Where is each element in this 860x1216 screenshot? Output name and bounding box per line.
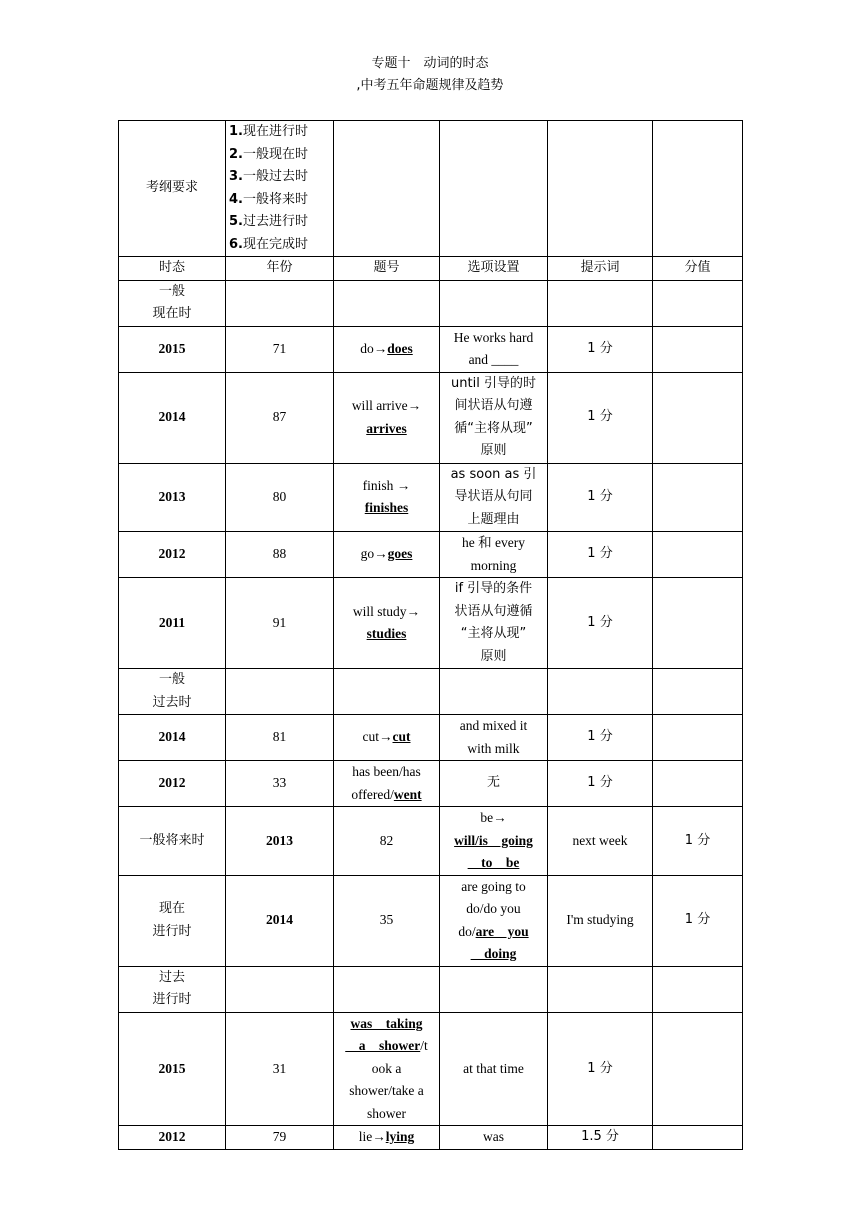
hint-cell: as soon as 引 导状语从句同 上题理由 (440, 463, 548, 532)
number-cell: 81 (226, 715, 334, 761)
section-label: 一般 现在时 (119, 280, 226, 326)
score-cell: 1 分 (548, 761, 653, 807)
hint-cell: at that time (440, 1012, 548, 1126)
option-cell: finish → finishes (334, 463, 440, 532)
score-cell: 1 分 (548, 372, 653, 463)
table-row (119, 761, 743, 807)
table-row (119, 463, 743, 532)
section-label: 一般将来时 (119, 807, 226, 876)
year-cell: 2011 (119, 578, 226, 669)
hint-cell: 无 (440, 761, 548, 807)
header-options: 选项设置 (440, 257, 548, 281)
syllabus-item: 3.一般过去时 (229, 169, 308, 184)
section-row (119, 966, 743, 1012)
year-cell: 2015 (119, 1012, 226, 1126)
syllabus-label: 考纲要求 (119, 121, 226, 257)
option-cell: cut→cut (334, 715, 440, 761)
table-row (119, 532, 743, 578)
hint-cell: next week (548, 807, 653, 876)
header-year: 年份 (226, 257, 334, 281)
number-cell: 31 (226, 1012, 334, 1126)
year-cell: 2014 (226, 875, 334, 966)
score-cell: 1 分 (548, 578, 653, 669)
table-row (119, 715, 743, 761)
number-cell: 87 (226, 372, 334, 463)
table-row (119, 578, 743, 669)
table-row (119, 326, 743, 372)
year-cell: 2013 (119, 463, 226, 532)
number-cell: 79 (226, 1126, 334, 1150)
number-cell: 82 (334, 807, 440, 876)
year-cell: 2012 (119, 532, 226, 578)
section-row (119, 669, 743, 715)
number-cell: 88 (226, 532, 334, 578)
option-cell: has been/has offered/went (334, 761, 440, 807)
tense-table (118, 120, 743, 1150)
hint-cell: if 引导的条件 状语从句遵循 “主将从现” 原则 (440, 578, 548, 669)
header-tense: 时态 (119, 257, 226, 281)
syllabus-item: 2.一般现在时 (229, 146, 308, 162)
number-cell: 35 (334, 875, 440, 966)
score-cell: 1 分 (548, 715, 653, 761)
hint-cell: was (440, 1126, 548, 1150)
option-cell: will study→ studies (334, 578, 440, 669)
number-cell: 80 (226, 463, 334, 532)
document-subtitle: ,中考五年命题规律及趋势 (356, 78, 504, 93)
syllabus-item: 5.过去进行时 (229, 214, 308, 229)
number-cell: 33 (226, 761, 334, 807)
option-cell: do→does (334, 326, 440, 372)
year-cell: 2013 (226, 807, 334, 876)
syllabus-row (119, 121, 743, 257)
score-cell: 1 分 (548, 463, 653, 532)
year-cell: 2012 (119, 761, 226, 807)
number-cell: 71 (226, 326, 334, 372)
table-row (119, 372, 743, 463)
table-row (119, 875, 743, 966)
option-cell: will arrive→ arrives (334, 372, 440, 463)
score-cell: 1 分 (548, 1012, 653, 1126)
section-label: 一般 过去时 (119, 669, 226, 715)
score-cell: 1.5 分 (548, 1126, 653, 1150)
score-cell: 1 分 (548, 532, 653, 578)
option-cell: lie→lying (334, 1126, 440, 1150)
score-cell: 1 分 (653, 875, 743, 966)
year-cell: 2015 (119, 326, 226, 372)
year-cell: 2014 (119, 715, 226, 761)
option-cell: are going to do/do you do/are you doing (440, 875, 548, 966)
section-label: 现在 进行时 (119, 875, 226, 966)
hint-cell: until 引导的时 间状语从句遵 循“主将从现” 原则 (440, 372, 548, 463)
year-cell: 2014 (119, 372, 226, 463)
score-cell: 1 分 (548, 326, 653, 372)
option-cell: be→ will/is going to be (440, 807, 548, 876)
number-cell: 91 (226, 578, 334, 669)
hint-cell: He works hard and ____ (440, 326, 548, 372)
header-hint-words: 提示词 (548, 257, 653, 281)
hint-cell: and mixed it with milk (440, 715, 548, 761)
syllabus-item: 4.一般将来时 (229, 191, 308, 207)
document-title: 专题十 动词的时态 (371, 56, 489, 71)
table-row (119, 807, 743, 876)
hint-cell: he 和 every morning (440, 532, 548, 578)
year-cell: 2012 (119, 1126, 226, 1150)
option-cell: go→goes (334, 532, 440, 578)
score-cell: 1 分 (653, 807, 743, 876)
section-label: 过去 进行时 (119, 966, 226, 1012)
syllabus-item: 6.现在完成时 (229, 236, 308, 252)
syllabus-item: 1.现在进行时 (229, 124, 308, 139)
syllabus-list (226, 121, 334, 257)
header-question-number: 题号 (334, 257, 440, 281)
hint-cell: I'm studying (548, 875, 653, 966)
option-cell: was taking a shower/t ook a shower/take a shower (334, 1012, 440, 1126)
header-score: 分值 (653, 257, 743, 281)
table-row (119, 1126, 743, 1150)
header-row (119, 257, 743, 281)
table-row (119, 1012, 743, 1126)
section-row (119, 280, 743, 326)
